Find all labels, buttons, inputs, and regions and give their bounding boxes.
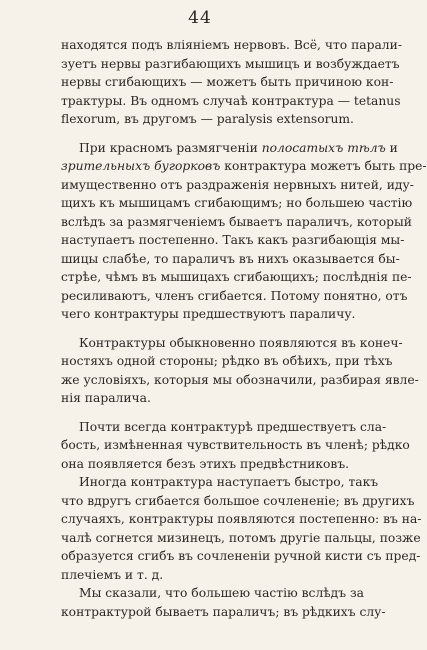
text-line: наступаетъ постепенно. Такъ какъ разгибающія мы- [61, 233, 405, 247]
text-line: образуется сгибъ въ сочлененіи ручной кисти съ пред- [61, 549, 421, 563]
text-line: находятся подъ вліяніемъ нервовъ. Всё, что парали- [61, 38, 402, 52]
text-line: нія паралича. [61, 391, 151, 405]
text-line: ностяхъ одной стороны; рѣдко въ обѣихъ, при тѣхъ [61, 354, 393, 368]
text-line: же условіяхъ, которыя мы обозначили, разбирая явле- [61, 372, 419, 387]
page-number: 44 [188, 8, 212, 28]
text-line: Мы сказали, что большею частію вслѣдъ за [79, 586, 365, 600]
paragraph [61, 36, 402, 129]
text-line: случаяхъ, контрактуры появляются постепенно: въ на- [61, 512, 422, 526]
text-line: Контрактуры обыкновенно появляются въ конеч- [79, 335, 403, 350]
text-line: стрѣе, чѣмъ въ мышицахъ сгибающихъ; послѣднія пе- [61, 270, 412, 284]
text-line: Почти всегда контрактурѣ предшествуетъ сла- [79, 419, 387, 434]
page-body [61, 36, 427, 621]
text-line: трактуры. Въ одномъ случаѣ контрактура — tetanus [61, 93, 401, 108]
text-line: нервы сгибающихъ — можетъ быть причиною кон- [61, 75, 394, 89]
text-line: зрительныхъ бугорковъ контрактура можетъ быть пре- [61, 159, 427, 173]
text-line: вслѣдъ за размягченіемъ бываетъ параличъ, который [61, 214, 412, 229]
text-line: имущественно отъ раздраженія нервныхъ нитей, иду- [61, 177, 414, 192]
text-line: ресиливаютъ, членъ сгибается. Потому понятно, отъ [61, 288, 408, 303]
paragraph [61, 334, 419, 408]
text-line: Иногда контрактура наступаетъ быстро, такъ [79, 475, 379, 489]
text-line: шицы слабѣе, то параличъ въ нихъ оказывается бы- [61, 251, 400, 266]
text-line: бость, измѣненная чувствительность въ членѣ; рѣдко [61, 438, 410, 452]
text-line: чалѣ согнется мизинецъ, потомъ другіе пальцы, позже [61, 530, 421, 545]
text-line: она появляется безъ этихъ предвѣстниковъ. [61, 456, 350, 471]
text-line: контрактурой бываетъ параличъ; въ рѣдкихъ слу- [61, 604, 386, 619]
text-line: flexorum, въ другомъ — paralysis extensorum. [61, 112, 354, 126]
text-line: зуетъ нервы разгибающихъ мышицъ и возбуждаетъ [61, 56, 400, 71]
text-line: что вдругъ сгибается большое сочлененіе; въ другихъ [61, 493, 415, 508]
paragraph [61, 473, 422, 584]
text-line: плечіемъ и т. д. [61, 567, 164, 582]
text-line: чего контрактуры предшествуютъ параличу. [61, 307, 356, 321]
paragraph [61, 418, 410, 474]
paragraph [61, 584, 386, 621]
paragraph [61, 139, 427, 324]
text-line: щихъ къ мышицамъ сгибающимъ; но большею частію [61, 196, 413, 210]
text-line: При красномъ размягченіи полосатыхъ тѣлъ и [79, 140, 398, 155]
